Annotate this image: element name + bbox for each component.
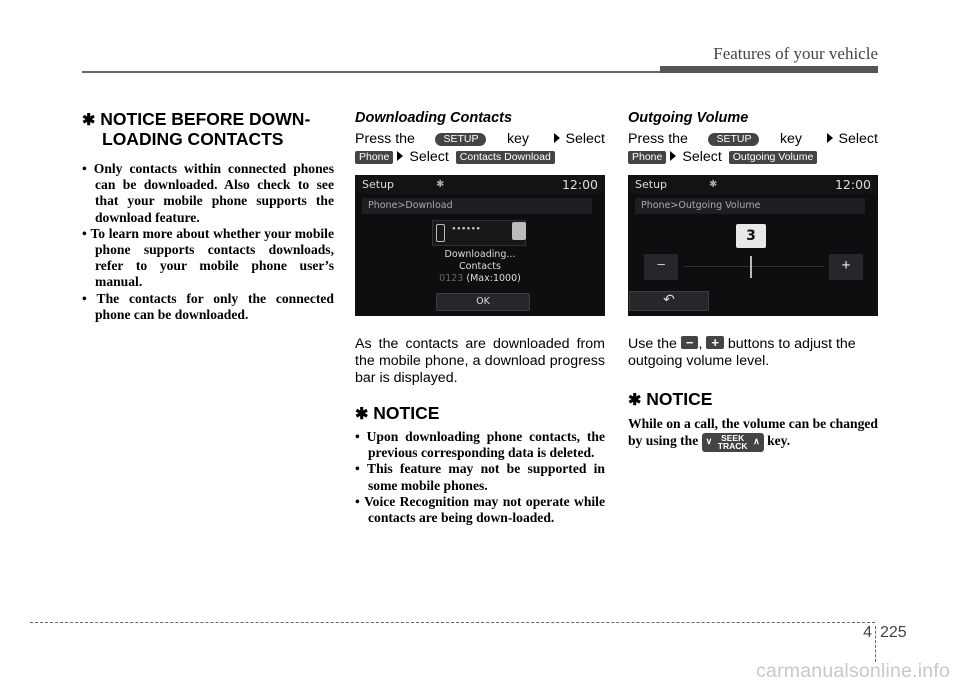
select-text: Select [682, 149, 722, 165]
screen-path: Phone>Download [362, 198, 592, 214]
arrow-right-icon [827, 133, 833, 143]
use-the-text: Use the [628, 336, 677, 352]
notice-bullet-list [355, 429, 605, 526]
setup-key: SETUP [435, 133, 486, 146]
count-line [356, 273, 604, 285]
ok-button[interactable]: OK [436, 293, 530, 311]
arrow-right-icon [670, 151, 676, 161]
notice-text-part1: While on a call, the volume can be changed by using the [628, 416, 878, 448]
volume-track [684, 266, 824, 267]
volume-minus-button[interactable]: − [644, 254, 678, 280]
key-text: key [779, 131, 803, 147]
screen-time: 12:00 [834, 177, 871, 192]
progress-dots: •••••• [452, 223, 482, 235]
section-title: Outgoing Volume [628, 110, 749, 126]
phone-key: Phone [355, 151, 393, 164]
arrow-right-icon [554, 133, 560, 143]
contact-card-icon [512, 222, 526, 240]
count-value: 0123 [439, 273, 464, 284]
footer-rule [30, 622, 875, 623]
list-item: • Voice Recognition may not operate while contacts are being down-loaded. [355, 494, 605, 526]
notice-heading [82, 110, 334, 148]
notice-text-part2: key. [767, 433, 791, 448]
minus-key: − [681, 336, 699, 349]
screen-title: Setup [362, 178, 395, 191]
phone-icon [436, 224, 445, 242]
chevron-up-icon: ∧ [753, 435, 760, 446]
notice-title: NOTICE [646, 389, 713, 409]
screen-time: 12:00 [561, 177, 598, 192]
notice-bullet-list [82, 161, 334, 323]
header-rule-bold [660, 66, 878, 73]
screen-title: Setup [635, 178, 668, 191]
arrow-right-icon [397, 151, 403, 161]
select-text: Select [565, 131, 605, 147]
plus-key: + [706, 336, 724, 349]
setup-key: SETUP [708, 133, 759, 146]
phone-key: Phone [628, 151, 666, 164]
download-screen [355, 175, 605, 316]
volume-paragraph-rest: buttons to adjust the outgoing volume level. [628, 336, 856, 369]
instruction-line2 [355, 149, 605, 166]
volume-indicator [750, 256, 752, 278]
list-item: • Only contacts within connected phones can be downloaded. Also check to see that your mobile phone supports the download feature. [82, 161, 334, 226]
list-item: • To learn more about whether your mobile phone supports contacts downloads, refer to your mobile phone user’s manual. [82, 226, 334, 291]
outgoing-volume-key: Outgoing Volume [729, 151, 818, 164]
instruction-line2 [628, 149, 878, 166]
column-downloading-contacts [355, 110, 605, 526]
bluetooth-icon: ✱ [436, 179, 445, 190]
press-text: Press the [355, 131, 415, 147]
back-button[interactable]: ↶ [629, 291, 709, 311]
download-paragraph: As the contacts are downloaded from the mobile phone, a download progress bar is displayed. [355, 336, 605, 386]
notice-text [628, 415, 878, 452]
select-text: Select [409, 149, 449, 165]
list-item: • This feature may not be supported in some mobile phones. [355, 461, 605, 493]
track-label: TRACK [717, 441, 748, 451]
seek-label: SEEK [721, 432, 745, 443]
header-title: Features of your vehicle [713, 44, 878, 63]
column-outgoing-volume [628, 110, 878, 452]
list-item: • Upon downloading phone contacts, the previous corresponding data is deleted. [355, 429, 605, 461]
volume-value: 3 [736, 224, 766, 248]
chevron-down-icon: ∨ [705, 435, 713, 446]
select-text: Select [838, 131, 878, 147]
list-item: • The contacts for only the connected phone can be downloaded. [82, 291, 334, 323]
column-notice-before-download [82, 110, 334, 323]
volume-plus-button[interactable]: + [829, 254, 863, 280]
footer-divider [875, 626, 876, 662]
volume-screen [628, 175, 878, 316]
contacts-label: Contacts [459, 261, 501, 272]
seek-track-key [702, 433, 764, 452]
instruction-line1 [628, 131, 878, 148]
notice-heading [628, 390, 878, 410]
notice-heading [355, 404, 605, 424]
chapter-number: 4 [863, 624, 872, 641]
page-number: 225 [880, 624, 907, 641]
watermark: carmanualsonline.info [756, 660, 950, 682]
bluetooth-icon: ✱ [709, 179, 718, 190]
download-status [356, 249, 604, 285]
notice-star-icon: ✱ [82, 112, 96, 129]
notice-title: NOTICE [373, 403, 440, 423]
downloading-label: Downloading... [444, 249, 516, 260]
press-text: Press the [628, 131, 688, 147]
instruction-line1 [355, 131, 605, 148]
select-group [823, 131, 878, 148]
comma-text: , [698, 336, 703, 352]
contacts-download-key: Contacts Download [456, 151, 555, 164]
notice-star-icon: ✱ [628, 392, 642, 409]
volume-paragraph [628, 336, 878, 370]
select-group [550, 131, 605, 148]
max-value: (Max:1000) [466, 273, 521, 284]
screen-path: Phone>Outgoing Volume [635, 198, 865, 214]
notice-star-icon: ✱ [355, 406, 369, 423]
key-text: key [506, 131, 530, 147]
notice-title-line1: NOTICE BEFORE DOWN- [100, 109, 311, 129]
header-rule [82, 71, 662, 73]
notice-title-line2: LOADING CONTACTS [102, 129, 284, 149]
section-title: Downloading Contacts [355, 110, 513, 126]
